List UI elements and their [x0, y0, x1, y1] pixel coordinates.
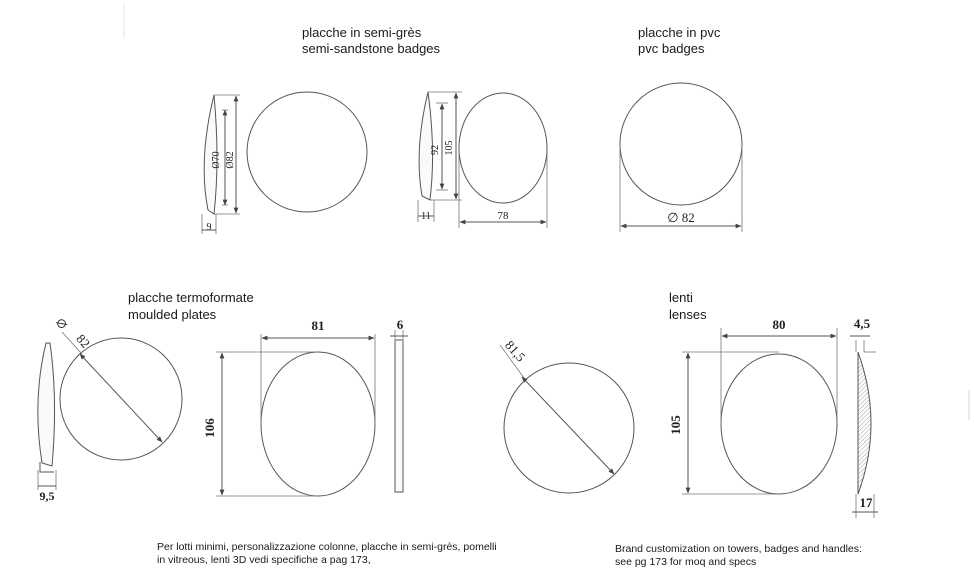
lens-round [500, 338, 634, 493]
lens-oval-front [721, 354, 837, 494]
dim-sg2-thick: 11 [421, 211, 431, 222]
caption-semigres-it: placche in semi-grès [302, 25, 422, 40]
dim-pvc-d82: ∅ 82 [667, 210, 695, 225]
dim-sg2-w78: 78 [497, 210, 509, 222]
lens-oval [668, 316, 878, 518]
dim-ln-w80: 80 [772, 317, 786, 332]
lens-circle [504, 363, 634, 493]
semigres-oval-front [459, 93, 547, 203]
dim-ln-h105: 105 [668, 415, 683, 435]
caption-pvc-en: pvc badges [638, 41, 705, 56]
caption-thermo-en: moulded plates [128, 307, 217, 322]
note-it-line2: in vitreous, lenti 3D vedi specifiche a pag 173, [157, 554, 371, 566]
caption-thermo-it: placche termoformate [128, 290, 254, 305]
dim-tf-side6: 6 [396, 317, 404, 332]
thermo-round-plate [38, 315, 182, 503]
dim-sg-d70: Ø70 [211, 151, 222, 169]
dim-ln-d815: 81,5 [502, 337, 529, 365]
thermo-circle [60, 338, 182, 460]
pvc-circle [620, 83, 742, 205]
thermo-oval-plate [202, 317, 408, 496]
pvc-badge [620, 83, 742, 232]
dim-ln-side17: 17 [859, 495, 873, 510]
semigres-round-badge [202, 92, 367, 234]
caption-pvc-it: placche in pvc [638, 25, 721, 40]
caption-lenses-en: lenses [669, 307, 707, 322]
thermo-oval-front [261, 352, 375, 496]
svg-text:⦰: ⦰ [53, 315, 70, 333]
caption-semigres-en: semi-sandstone badges [302, 41, 441, 56]
note-en-line1: Brand customization on towers, badges and handles: [615, 543, 862, 555]
dim-sg-thick: 9 [206, 222, 212, 233]
caption-lenses-it: lenti [669, 290, 693, 305]
dim-ln-side45: 4,5 [853, 316, 871, 331]
note-en-line2: see pg 173 for moq and specs [615, 556, 757, 568]
dim-tf-thick: 9,5 [39, 489, 55, 503]
thermo-side-profile [395, 340, 403, 492]
dim-sg-d82: Ø82 [225, 151, 236, 169]
dim-tf-d82: 82 [73, 331, 94, 351]
semigres-circle-front [247, 92, 367, 212]
semigres-oval-badge [418, 92, 547, 228]
lens-side-section [858, 352, 871, 494]
dim-tf-h106: 106 [202, 418, 217, 438]
note-it-line1: Per lotti minimi, personalizzazione colonne, placche in semi-grès, pomelli [157, 541, 497, 553]
dim-sg2-h105: 105 [444, 140, 455, 156]
dim-sg2-h92: 92 [430, 145, 441, 155]
dim-tf-w81: 81 [311, 318, 325, 333]
